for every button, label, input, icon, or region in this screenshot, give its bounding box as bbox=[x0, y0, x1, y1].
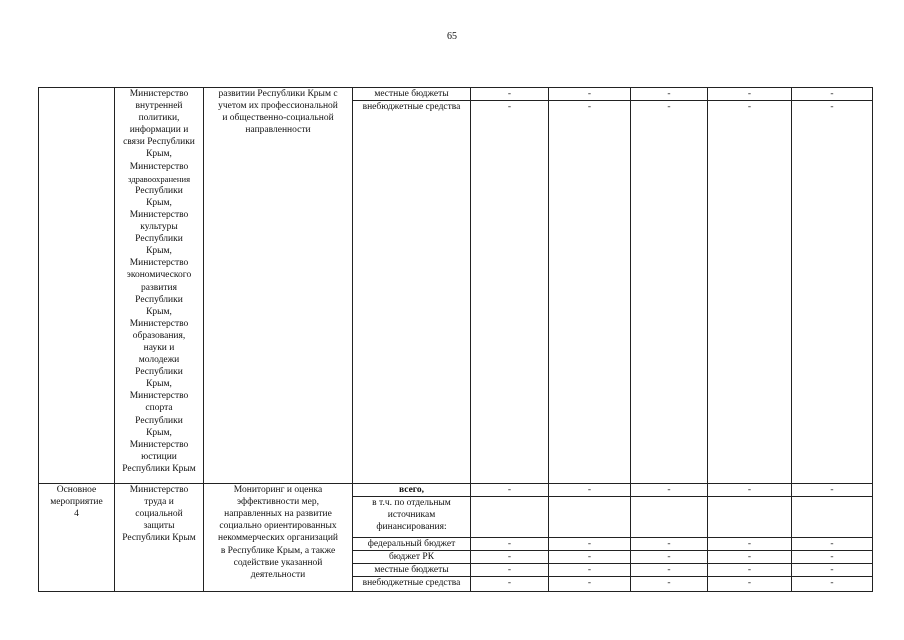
responsible-line: Министерство bbox=[129, 89, 189, 99]
empty-cell bbox=[549, 497, 631, 538]
description-cell bbox=[204, 484, 353, 592]
responsible-line: образования, bbox=[132, 330, 186, 341]
description-line: развитии Республики Крым с bbox=[218, 89, 338, 99]
responsible-line: развития bbox=[141, 282, 177, 293]
value-cell: - bbox=[631, 88, 708, 101]
breakdown-line: финансирования: bbox=[376, 522, 447, 533]
source-cell: бюджет РК bbox=[353, 551, 471, 564]
empty-cell bbox=[471, 497, 549, 538]
value-cell: - bbox=[708, 484, 792, 497]
description-line: социально ориентированных bbox=[219, 521, 337, 532]
description-line: в Республике Крым, а также bbox=[220, 545, 336, 556]
responsible-line: Республики bbox=[135, 367, 183, 378]
responsible-line: Министерство bbox=[129, 209, 189, 220]
value-cell: - bbox=[708, 538, 792, 551]
value-cell: - bbox=[471, 88, 549, 101]
responsible-line: Крым, bbox=[146, 306, 172, 317]
responsible-line: защиты bbox=[143, 521, 175, 532]
source-cell: местные бюджеты bbox=[353, 88, 471, 101]
value-cell: - bbox=[471, 551, 549, 564]
responsible-cell bbox=[115, 484, 204, 592]
table-row bbox=[39, 88, 873, 101]
source-cell: внебюджетные средства bbox=[353, 101, 471, 484]
responsible-line: Министерство bbox=[129, 161, 189, 172]
value-cell: - bbox=[549, 551, 631, 564]
value-cell: - bbox=[631, 538, 708, 551]
measure-cell bbox=[39, 484, 115, 592]
value-cell: - bbox=[631, 551, 708, 564]
responsible-line: Республики bbox=[135, 234, 183, 245]
value-cell: - bbox=[792, 551, 873, 564]
value-cell: - bbox=[549, 564, 631, 577]
breakdown-line: источникам bbox=[387, 510, 436, 521]
value-cell: - bbox=[792, 577, 873, 592]
responsible-line: Республики bbox=[135, 294, 183, 305]
value-cell: - bbox=[708, 551, 792, 564]
value-cell: - bbox=[471, 577, 549, 592]
value-cell: - bbox=[549, 538, 631, 551]
responsible-line: связи Республики bbox=[123, 137, 195, 148]
value-cell: - bbox=[471, 538, 549, 551]
breakdown-cell bbox=[353, 497, 471, 538]
responsible-line: Крым, bbox=[146, 246, 172, 257]
value-cell: - bbox=[549, 577, 631, 592]
description-line: учетом их профессиональной bbox=[218, 101, 338, 112]
value-cell: - bbox=[631, 577, 708, 592]
responsible-line: Министерство bbox=[129, 391, 189, 402]
responsible-line: молодежи bbox=[138, 355, 180, 366]
empty-cell bbox=[708, 497, 792, 538]
responsible-line: социальной bbox=[135, 509, 183, 520]
responsible-line: Министерство bbox=[129, 485, 189, 496]
responsible-line: политики, bbox=[138, 113, 180, 124]
value-cell: - bbox=[792, 88, 873, 101]
value-cell: - bbox=[708, 564, 792, 577]
source-cell: местные бюджеты bbox=[353, 564, 471, 577]
value-cell: - bbox=[708, 577, 792, 592]
responsible-line: Крым, bbox=[146, 149, 172, 160]
empty-cell bbox=[792, 497, 873, 538]
total-label: всего, bbox=[353, 484, 471, 497]
description-line: содействие указанной bbox=[233, 557, 323, 568]
value-cell: - bbox=[792, 101, 873, 484]
value-cell: - bbox=[708, 101, 792, 484]
responsible-line: Крым, bbox=[146, 197, 172, 208]
responsible-line: Республики bbox=[135, 415, 183, 426]
responsible-line: Республики bbox=[135, 185, 183, 196]
value-cell: - bbox=[471, 101, 549, 484]
responsible-line: спорта bbox=[145, 403, 173, 414]
responsible-line: экономического bbox=[126, 270, 192, 281]
value-cell: - bbox=[792, 484, 873, 497]
value-cell: - bbox=[792, 538, 873, 551]
measure-line: Основное bbox=[56, 485, 97, 496]
source-cell: федеральный бюджет bbox=[353, 538, 471, 551]
description-line: некоммерческих организаций bbox=[217, 533, 339, 544]
responsible-line: Министерство bbox=[129, 318, 189, 329]
value-cell: - bbox=[549, 484, 631, 497]
responsible-line: труда и bbox=[144, 497, 174, 508]
measure-line: 4 bbox=[74, 509, 79, 520]
value-cell: - bbox=[549, 101, 631, 484]
description-cell bbox=[204, 88, 353, 484]
responsible-line: Крым, bbox=[146, 427, 172, 438]
value-cell: - bbox=[631, 564, 708, 577]
page-number: 65 bbox=[447, 31, 457, 42]
description-line: деятельности bbox=[250, 569, 306, 580]
responsible-line: внутренней bbox=[135, 101, 183, 112]
description-line: направленности bbox=[245, 125, 311, 136]
responsible-line: культуры bbox=[140, 222, 178, 233]
value-cell: - bbox=[471, 484, 549, 497]
description-line: эффективности мер, bbox=[237, 497, 319, 508]
responsible-line: науки и bbox=[143, 342, 175, 353]
responsible-line: Министерство bbox=[129, 258, 189, 269]
responsible-line: здравоохранения bbox=[127, 173, 191, 184]
financing-table bbox=[38, 87, 873, 592]
value-cell: - bbox=[708, 88, 792, 101]
responsible-line: Республики Крым bbox=[122, 533, 196, 544]
responsible-line: Министерство bbox=[129, 439, 189, 450]
responsible-cell bbox=[115, 88, 204, 484]
measure-line: мероприятие bbox=[50, 497, 103, 508]
value-cell: - bbox=[631, 484, 708, 497]
description-line: и общественно-социальной bbox=[222, 113, 334, 124]
empty-cell bbox=[631, 497, 708, 538]
source-cell: внебюджетные средства bbox=[353, 577, 471, 592]
description-line: Мониторинг и оценка bbox=[233, 485, 323, 496]
value-cell: - bbox=[631, 101, 708, 484]
responsible-line: Республики Крым bbox=[122, 463, 196, 474]
responsible-line: Крым, bbox=[146, 379, 172, 390]
measure-cell bbox=[39, 88, 115, 484]
responsible-line: информации и bbox=[129, 125, 189, 136]
value-cell: - bbox=[549, 88, 631, 101]
description-line: направленных на развитие bbox=[224, 509, 332, 520]
responsible-line: юстиции bbox=[141, 451, 177, 462]
value-cell: - bbox=[471, 564, 549, 577]
table-row bbox=[39, 484, 873, 497]
value-cell: - bbox=[792, 564, 873, 577]
breakdown-line: в т.ч. по отдельным bbox=[372, 498, 451, 509]
